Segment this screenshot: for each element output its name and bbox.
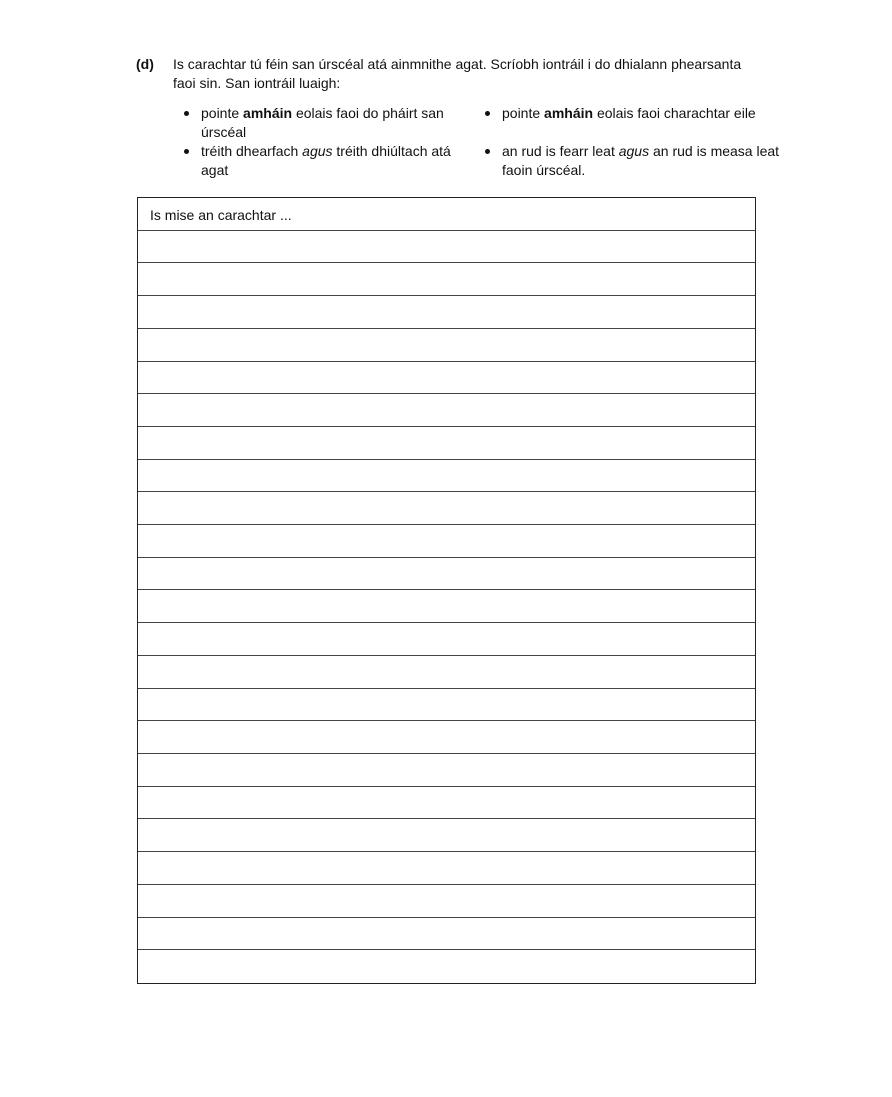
bullet-text: an rud is measa leat faoin úrscéal.	[502, 143, 780, 178]
bullet-text: tréith dhiúltach atá agat	[201, 143, 451, 178]
answer-line[interactable]	[138, 525, 755, 558]
bullet-item	[484, 104, 792, 123]
question-label: (d)	[136, 56, 154, 72]
bullet-text: eolais faoi do pháirt san úrscéal	[201, 105, 444, 140]
answer-box[interactable]	[137, 197, 756, 984]
bullet-text: pointe	[502, 105, 545, 121]
bullet-text: tréith dhearfach	[201, 143, 303, 159]
bullet-text: an rud is fearr leat	[502, 143, 619, 159]
question-d	[136, 55, 766, 93]
answer-line[interactable]	[138, 819, 755, 852]
answer-line-prompt[interactable]	[138, 198, 755, 231]
answer-line[interactable]	[138, 689, 755, 722]
bullet-emphasis: amháin	[243, 105, 293, 121]
answer-line[interactable]	[138, 885, 755, 918]
bullet-emphasis: agus	[302, 143, 333, 159]
bullet-item	[183, 142, 451, 180]
answer-line[interactable]	[138, 427, 755, 460]
answer-line[interactable]	[138, 296, 755, 329]
bullet-text: pointe	[201, 105, 244, 121]
answer-line[interactable]	[138, 754, 755, 787]
answer-line[interactable]	[138, 950, 755, 983]
answer-line[interactable]	[138, 918, 755, 951]
question-text: Is carachtar tú féin san úrscéal atá ainmnithe agat. Scríobh iontráil i do dhialann phearsanta faoi sin. San iontráil luaigh:	[173, 56, 742, 91]
answer-line[interactable]	[138, 460, 755, 493]
answer-line[interactable]	[138, 362, 755, 395]
bullet-item	[183, 104, 451, 142]
bullet-text: eolais faoi charachtar eile	[593, 105, 756, 121]
answer-line[interactable]	[138, 721, 755, 754]
answer-line[interactable]	[138, 394, 755, 427]
answer-prompt: Is mise an carachtar ...	[150, 207, 292, 223]
answer-line[interactable]	[138, 656, 755, 689]
answer-line[interactable]	[138, 852, 755, 885]
answer-line[interactable]	[138, 787, 755, 820]
answer-line[interactable]	[138, 492, 755, 525]
answer-line[interactable]	[138, 623, 755, 656]
bullet-item	[484, 142, 792, 180]
answer-line[interactable]	[138, 329, 755, 362]
bullet-emphasis: agus	[618, 143, 650, 159]
answer-line[interactable]	[138, 231, 755, 264]
answer-line[interactable]	[138, 263, 755, 296]
answer-line[interactable]	[138, 558, 755, 591]
bullet-emphasis: amháin	[544, 105, 594, 121]
answer-line[interactable]	[138, 591, 755, 624]
